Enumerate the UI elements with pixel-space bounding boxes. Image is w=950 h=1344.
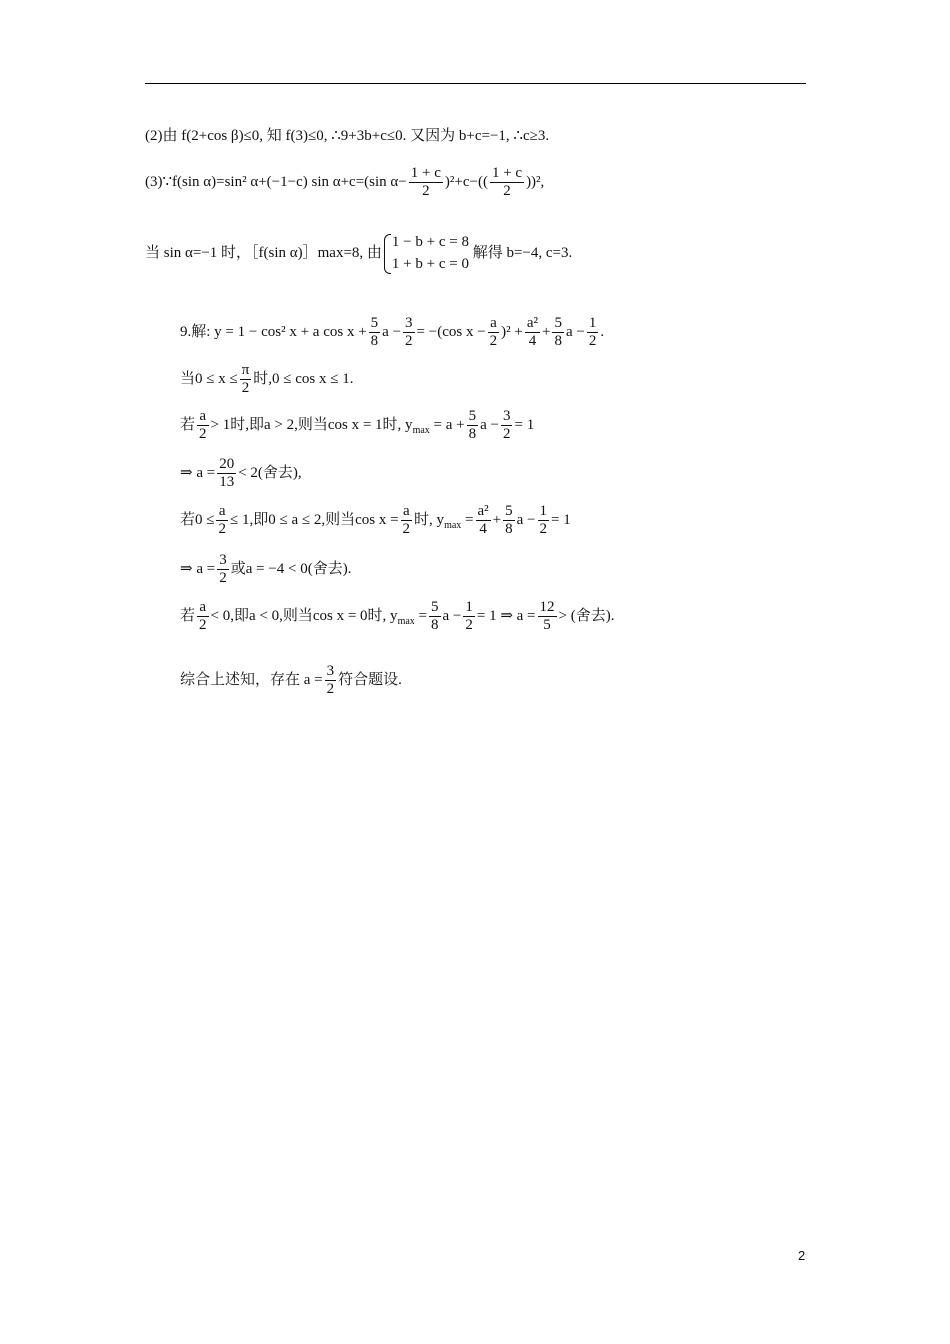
solution-part-3: (3)∵f(sin α)=sin² α+(−1−c) sin α+c=(sin α− $\frac{1 + c}{2}$ )²+c−(( $\frac{1 + c}{2}$ ))²,: [145, 165, 545, 200]
solution-9-case-3: 若 $\frac{a}{2}$ < 0,即a < 0,则当cos x = 0时, $y_{max}$ = $\frac{5}{8}$ a − $\frac{1}{2}$ = 1 ⇒ a = $\frac{12}{5}$ > (舍去).: [180, 599, 615, 634]
solution-9-case-1: 若 $\frac{a}{2}$ > 1时,即a > 2,则当cos x = 1时, $y_{max} = a$ + $\frac{5}{8}$ a − $\frac{3}{2}$ = 1: [180, 408, 535, 443]
solution-9-intro: 9.解: y = 1 − cos² x + a cos x + $\frac{5}{8}$ a − $\frac{3}{2}$ = −(cos x − $\frac{a}{2}$ )² + $\frac{\text{a²}}{4}$ + $\frac{5}{8}$ a − $\frac{1}{2}$ .: [180, 315, 605, 350]
solution-part-3-system: 当 sin α=−1 时，［f(sin α)］max=8, 由 1 − b + c = 8 1 + b + c = 0 解得 b=−4, c=3.: [145, 232, 572, 276]
header-rule: [145, 83, 806, 84]
solution-9-case-2: 若0 ≤ $\frac{a}{2}$ ≤ 1,即0 ≤ a ≤ 2,则当cos x = $\frac{a}{2}$ 时, $y_{max}$ = $\frac{\text{a²}}{4}$ + $\frac{5}{8}$ a − $\frac{1}{2}$ = 1: [180, 503, 571, 538]
equation-system: 1 − b + c = 8 1 + b + c = 0: [384, 232, 469, 276]
fraction: $\frac{1 + c}{2}$: [410, 165, 441, 200]
solution-9-domain: 当0 ≤ x ≤ $\frac{\pi}{2}$ 时,0 ≤ cos x ≤ 1.: [180, 362, 354, 397]
fraction: $\frac{1 + c}{2}$: [491, 165, 523, 200]
solution-9-case-1-result: ⇒ a = $\frac{20}{13}$ < 2(舍去),: [180, 456, 302, 491]
solution-part-2: (2)由 f(2+cos β)≤0, 知 f(3)≤0, ∴9+3b+c≤0. 又因为 b+c=−1, ∴c≥3.: [145, 128, 550, 144]
solution-9-conclusion: 综合上述知，存在 a = $\frac{3}{2}$ 符合题设.: [180, 663, 402, 698]
solution-9-case-2-result: ⇒ a = $\frac{3}{2}$ 或a = −4 < 0(舍去).: [180, 552, 352, 587]
page-number: 2: [798, 1248, 806, 1263]
